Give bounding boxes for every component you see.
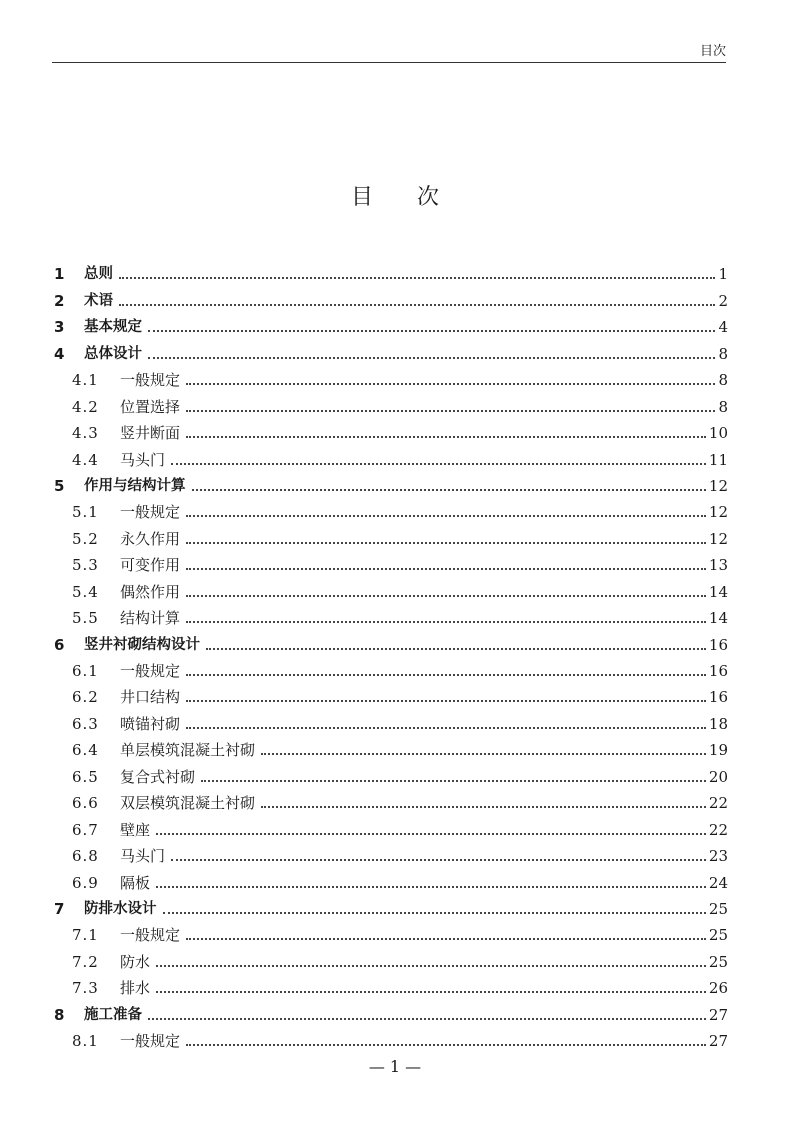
toc-entry-page: 8	[718, 344, 728, 363]
toc-entry[interactable]	[52, 472, 728, 498]
toc-entry[interactable]	[52, 683, 728, 709]
dot-leader	[261, 806, 706, 808]
toc-entry-title: 基本规定	[84, 319, 142, 336]
toc-entry-title: 复合式衬砌	[120, 767, 196, 786]
toc-entry-title: 总则	[84, 266, 113, 283]
toc-entry-page: 1	[718, 265, 728, 284]
toc-entry-title: 永久作用	[120, 529, 181, 548]
toc-entry-number: 6.4	[72, 741, 99, 760]
toc-entry-page: 14	[708, 582, 728, 601]
toc-entry[interactable]	[52, 260, 728, 286]
toc-entry-title: 双层模筑混凝土衬砌	[120, 794, 256, 813]
toc-entry-number: 4.3	[72, 424, 99, 443]
toc-entry-page: 10	[708, 424, 728, 443]
dot-leader	[186, 727, 706, 729]
toc-entry-title: 马头门	[120, 450, 166, 469]
dot-leader	[192, 489, 706, 491]
toc-entry[interactable]	[52, 657, 728, 683]
dot-leader	[186, 515, 706, 517]
dot-leader	[186, 542, 706, 544]
toc-entry-page: 24	[708, 873, 728, 892]
toc-entry[interactable]	[52, 339, 728, 365]
toc-entry-page: 8	[718, 397, 728, 416]
toc-entry-title: 壁座	[120, 820, 151, 839]
toc-entry-number: 3	[54, 318, 65, 337]
toc-entry-title: 一般规定	[120, 371, 181, 390]
toc-entry-number: 7.1	[72, 926, 99, 945]
toc-entry[interactable]	[52, 630, 728, 656]
toc-entry-page: 2	[718, 291, 728, 310]
toc-entry[interactable]	[52, 736, 728, 762]
dot-leader	[186, 410, 715, 412]
toc-entry-page: 25	[708, 899, 728, 918]
dot-leader	[261, 753, 706, 755]
toc-entry-title: 一般规定	[120, 1032, 181, 1051]
toc-entry-title: 可变作用	[120, 556, 181, 575]
toc-entry-page: 13	[708, 556, 728, 575]
toc-entry-number: 6.7	[72, 820, 99, 839]
dot-leader	[148, 1018, 706, 1020]
toc-entry-title: 隔板	[120, 873, 151, 892]
dot-leader	[201, 780, 706, 782]
dot-leader	[186, 674, 706, 676]
toc-entry-number: 6.2	[72, 688, 99, 707]
dot-leader	[186, 568, 706, 570]
running-head: 目次	[699, 44, 726, 59]
toc-entry[interactable]	[52, 709, 728, 735]
page-title	[0, 180, 790, 211]
toc-entry-number: 1	[54, 265, 65, 284]
dot-leader	[148, 330, 715, 332]
toc-entry-number: 5.4	[72, 582, 99, 601]
toc-entry[interactable]	[52, 1027, 728, 1053]
toc-entry-number: 7.3	[72, 979, 99, 998]
table-of-contents	[52, 260, 728, 1053]
toc-entry[interactable]	[52, 974, 728, 1000]
dot-leader	[119, 277, 715, 279]
toc-entry-page: 12	[708, 529, 728, 548]
dot-leader	[186, 621, 706, 623]
toc-entry-number: 4	[54, 344, 65, 363]
dot-leader	[156, 833, 706, 835]
dot-leader	[186, 595, 706, 597]
toc-entry-number: 6.6	[72, 794, 99, 813]
toc-entry-title: 结构计算	[120, 609, 181, 628]
toc-entry-number: 4.2	[72, 397, 99, 416]
toc-entry-page: 23	[708, 847, 728, 866]
toc-entry-title: 术语	[84, 292, 113, 309]
dot-leader	[186, 436, 706, 438]
toc-entry[interactable]	[52, 895, 728, 921]
toc-entry-page: 27	[708, 1032, 728, 1051]
toc-entry-title: 竖井衬砌结构设计	[84, 636, 200, 653]
toc-entry-title: 位置选择	[120, 397, 181, 416]
dot-leader	[119, 304, 715, 306]
toc-entry-number: 7	[54, 899, 65, 918]
dot-leader	[156, 991, 706, 993]
title-char-1: 目	[350, 185, 373, 210]
toc-entry-title: 一般规定	[120, 926, 181, 945]
toc-entry-number: 7.2	[72, 952, 99, 971]
toc-entry-page: 18	[708, 714, 728, 733]
toc-entry-number: 6.3	[72, 714, 99, 733]
toc-entry-title: 总体设计	[84, 345, 142, 362]
toc-entry-number: 6.1	[72, 662, 99, 680]
toc-entry-title: 防排水设计	[84, 900, 157, 917]
toc-entry-number: 5.5	[72, 609, 99, 628]
toc-entry[interactable]	[52, 789, 728, 815]
toc-entry[interactable]	[52, 392, 728, 418]
toc-entry-title: 竖井断面	[120, 424, 181, 443]
dot-leader	[171, 859, 706, 861]
toc-entry[interactable]	[52, 445, 728, 471]
title-char-2: 次	[417, 185, 440, 210]
toc-entry-title: 防水	[120, 952, 151, 971]
toc-entry-number: 8.1	[72, 1032, 99, 1051]
header-rule	[52, 62, 726, 63]
dot-leader	[171, 463, 706, 465]
toc-entry[interactable]	[52, 524, 728, 550]
toc-entry-page: 26	[708, 979, 728, 998]
toc-entry-page: 22	[708, 794, 728, 813]
toc-entry[interactable]	[52, 604, 728, 630]
toc-entry[interactable]	[52, 868, 728, 894]
dot-leader	[186, 383, 715, 385]
toc-entry[interactable]	[52, 842, 728, 868]
toc-entry[interactable]	[52, 286, 728, 312]
toc-entry[interactable]	[52, 921, 728, 947]
dot-leader	[148, 357, 715, 359]
toc-entry-number: 6	[54, 635, 65, 654]
toc-entry-page: 27	[708, 1005, 728, 1024]
toc-entry[interactable]	[52, 313, 728, 339]
toc-entry-number: 2	[54, 291, 65, 310]
toc-entry-page: 25	[708, 926, 728, 945]
toc-entry-page: 16	[708, 688, 728, 707]
toc-entry-number: 4.1	[72, 371, 99, 390]
toc-entry-number: 6.9	[72, 873, 99, 892]
toc-entry-number: 6.5	[72, 767, 99, 786]
page-number: — 1 —	[368, 1057, 422, 1076]
toc-entry-number: 5	[54, 476, 65, 495]
toc-entry-number: 8	[54, 1005, 65, 1024]
toc-entry[interactable]	[52, 815, 728, 841]
toc-entry-page: 19	[708, 741, 728, 760]
toc-entry-page: 14	[708, 609, 728, 628]
toc-entry-number: 6.8	[72, 847, 99, 866]
toc-entry-page: 11	[708, 450, 728, 469]
toc-entry-title: 喷锚衬砌	[120, 714, 181, 733]
toc-entry[interactable]	[52, 577, 728, 603]
toc-entry-number: 5.3	[72, 556, 99, 575]
toc-entry-title: 一般规定	[120, 662, 181, 680]
toc-entry-page: 22	[708, 820, 728, 839]
toc-entry-page: 20	[708, 767, 728, 786]
toc-entry-page: 4	[718, 318, 728, 337]
toc-entry[interactable]	[52, 551, 728, 577]
toc-entry-number: 5.2	[72, 529, 99, 548]
toc-entry[interactable]	[52, 762, 728, 788]
toc-entry-number: 4.4	[72, 450, 99, 469]
toc-entry-page: 12	[708, 503, 728, 522]
toc-entry-title: 排水	[120, 979, 151, 998]
toc-entry-title: 单层模筑混凝土衬砌	[120, 741, 256, 760]
toc-entry-title: 马头门	[120, 847, 166, 866]
toc-entry[interactable]	[52, 498, 728, 524]
dot-leader	[186, 938, 706, 940]
toc-entry-number: 5.1	[72, 503, 99, 522]
toc-entry-page: 16	[708, 662, 728, 680]
toc-entry-title: 作用与结构计算	[84, 477, 186, 494]
toc-entry-page: 16	[708, 635, 728, 654]
toc-entry[interactable]	[52, 1000, 728, 1026]
toc-entry[interactable]	[52, 419, 728, 445]
toc-entry-page: 12	[708, 476, 728, 495]
toc-entry[interactable]	[52, 366, 728, 392]
dot-leader	[156, 886, 706, 888]
dot-leader	[206, 648, 706, 650]
toc-entry-page: 25	[708, 952, 728, 971]
dot-leader	[186, 700, 706, 702]
toc-entry-title: 偶然作用	[120, 582, 181, 601]
dot-leader	[163, 912, 706, 914]
toc-entry[interactable]	[52, 947, 728, 973]
toc-entry-page: 8	[718, 371, 728, 390]
dot-leader	[186, 1044, 706, 1046]
toc-entry-title: 井口结构	[120, 688, 181, 707]
toc-entry-title: 施工准备	[84, 1006, 142, 1023]
dot-leader	[156, 965, 706, 967]
toc-entry-title: 一般规定	[120, 503, 181, 522]
